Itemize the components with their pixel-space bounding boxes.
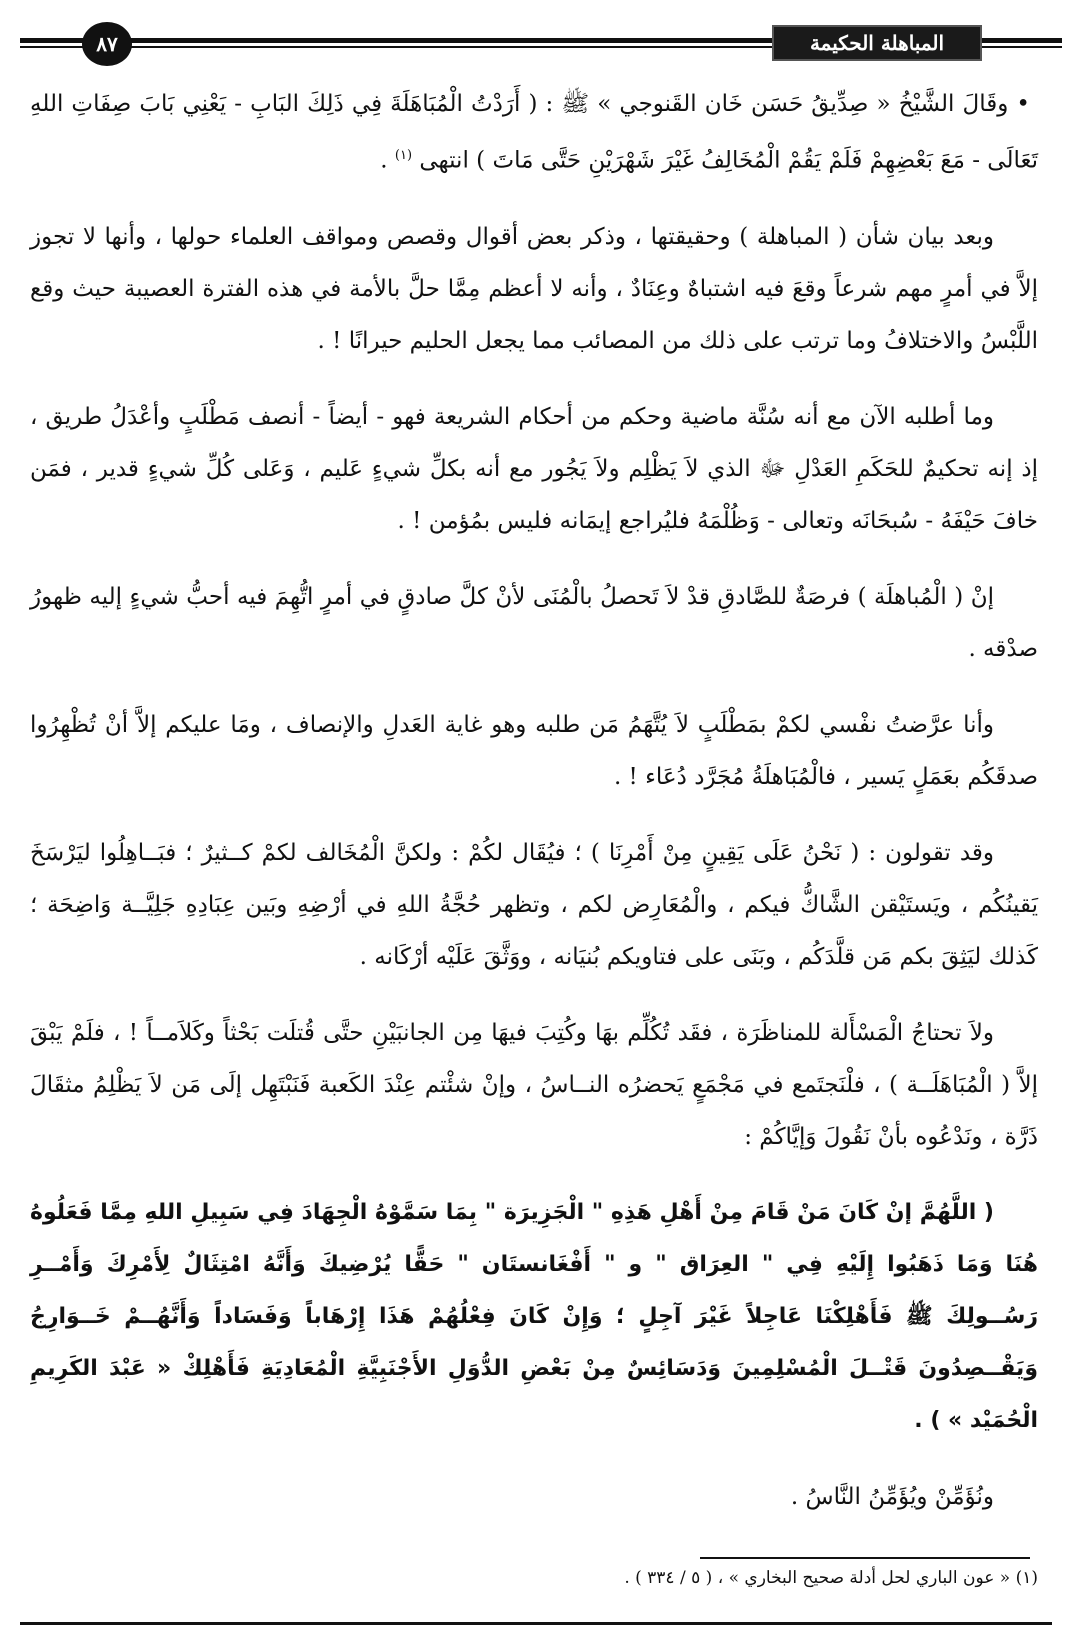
page-body	[30, 78, 1038, 1547]
paragraph: وبعد بيان شأن ( المباهلة ) وحقيقتها ، وذكر بعض أقوال وقصص ومواقف العلماء حولها ، وأنها لا تجوز إلاَّ في أمرٍ مهم شرعاً وقعَ فيه اشتباهٌ وعِنَادٌ ، وأنه لا أعظم مِمَّا حلَّ بالأمة في هذه الفترة العصيبة حيث وقع اللَّبْسُ والاختلافُ وما ترتب على ذلك من المصائب مما يجعل الحليم حيرانًا ! .	[30, 223, 1038, 354]
footnote-ref[interactable]: (١)	[394, 148, 413, 163]
footnote: (١) « عون الباري لحل أدلة صحيح البخاري » ، ( ٥ / ٣٣٤ ) .	[624, 1568, 1038, 1588]
paragraph: ونُؤَمِّنْ ويُؤَمِّنُ النَّاسُ .	[790, 1483, 994, 1510]
footnote-divider	[700, 1557, 1030, 1559]
paragraph: إنْ ( الْمُباهلَة ) فرصَةٌ للصَّادقِ قدْ لاَ تَحصلُ بالْمُنَى لأنْ كلَّ صادقٍ في أمرٍ اتُّهِمَ فيه أحبُّ شيءٍ إليه ظهورُ صدْقه .	[30, 583, 1038, 662]
footer-rule	[20, 1622, 1052, 1625]
supplication-paragraph: ( اللَّهُمَّ إنْ كَانَ مَنْ قَامَ مِنْ أَهْلِ هَذِهِ " الْجَزِيرَة " بِمَا سَمَّوْهُ الْجِهَادَ فِي سَبِيلِ اللهِ مِمَّا فَعَلُوهُ هُنَا وَمَا ذَهَبُوا إِلَيْهِ فِي " العِرَاق " و " أَفْغَانستَان " حَقًّا يُرْضِيكَ وَأَنَّهُ امْتِثَالٌ لِأَمْرِكَ وَأَمْــرِ رَسُــولِكَ ﷺ فَأَهْلِكْنَا عَاجِلاً غَيْرَ آجِلٍ ؛ وَإِنْ كَانَ فِعْلُهُمْ هَذَا إِرْهَاباً وَفَسَاداً وَأَنَّهُــمْ خَــوَارِجُ وَيَقْــصِدُونَ قَتْــلَ الْمُسْلِمِينَ وَدَسَائِسٌ مِنْ بَعْضِ الدُّوَلِ الأَجْنَبِيَّةِ الْمُعَادِيَةِ فَأَهْلِكْ « عَبْدَ الكَرِيمِ الْحُمَيْد » ) .	[30, 1199, 1038, 1433]
paragraph-text: • وقَالَ الشَّيْخُ « صِدِّيقُ حَسَن خَان القَنوجي » ﷺ : ( أَرَدْتُ الْمُبَاهَلَةَ فِي ذَلِكَ البَابِ - يَعْنِي بَابَ صِفَاتِ اللهِ تَعَالَى - مَعَ بَعْضِهِمْ فَلَمْ يَقُمْ الْمُخَالِفُ غَيْرَ شَهْرَيْنِ حَتَّى مَاتَ ) انتهى	[30, 91, 1038, 174]
paragraph: ولاَ تحتاجُ الْمَسْأَلة للمناظَرَة ، فقَد تُكُلِّم بهَا وكُتِبَ فيهَا مِن الجانبَيْنِ حتَّى قُتلَت بَحْثاً وكَلاَمــاً ! ، فلَمْ يَبْقَ إلاَّ ( الْمُبَاهَلَــة ) ، فلْنَجتَمع في مَجْمَعٍ يَحضرُه النــاسُ ، وإنْ شئْتم عِنْدَ الكَعبة فَنَبْتَهِل إلَى مَن لاَ يَظْلِمُ مثقَالَ ذَرَّة ، ونَدْعُوه بأنْ نَقُولَ وَإيَّاكُمْ :	[30, 1019, 1038, 1150]
running-title: المباهلة الحكيمة	[772, 25, 982, 61]
paragraph: وأنا عرَّضتُ نفْسي لكمْ بمَطْلَبٍ لاَ يُتَّهَمُ مَن طلبه وهو غاية العَدلِ والإنصاف ، ومَا عليكم إلاَّ أنْ تُظْهِرُوا صدقَكُم بعَمَلٍ يَسير ، فالْمُبَاهلَةُ مُجَرَّد دُعَاء ! .	[30, 711, 1038, 790]
paragraph	[30, 78, 1038, 187]
paragraph: وما أطلبه الآن مع أنه سُنَّة ماضية وحكم من أحكام الشريعة فهو - أيضاً - أنصف مَطْلَبٍ وأعْدَلُ طريق ، إذ إنه تحكيمٌ للحَكَمِ العَدْلِ ﷻ الذي لاَ يَظْلِم ولاَ يَجُور مع أنه بكلِّ شيءٍ عَليم ، وَعَلى كُلِّ شيءٍ قدير ، فمَن خافَ حَيْفَهُ - سُبحَانَه وتعالى - وَظُلْمَهُ فليُراجع إيمَانه فليس بمُؤمن ! .	[30, 403, 1038, 534]
paragraph-tail: .	[380, 147, 395, 174]
paragraph: وقد تقولون : ( نَحْنُ عَلَى يَقِينٍ مِنْ أَمْرِنَا ) ؛ فيُقَال لكُمْ : ولكنَّ الْمُخَالف لكمْ كــثيرٌ ؛ فبَــاهِلُوا ليَرْسَخَ يَقينُكُم ، ويَستَيْقن الشَّاكُّ فيكم ، والْمُعَارِض لكم ، وتظهر حُجَّةُ اللهِ في أرْضِهِ وبَين عِبَادِهِ جَلِيَّــة وَاضِحَة ؛ كَذلك ليَثِقَ بكم مَن قلَّدَكُم ، وبَنَى على فتاويكم بُنيَانه ، ووَثَّقَ عَلَيْه أرْكَانه .	[30, 839, 1038, 970]
page-header	[20, 22, 1062, 62]
page-number: ٨٧	[82, 22, 132, 66]
